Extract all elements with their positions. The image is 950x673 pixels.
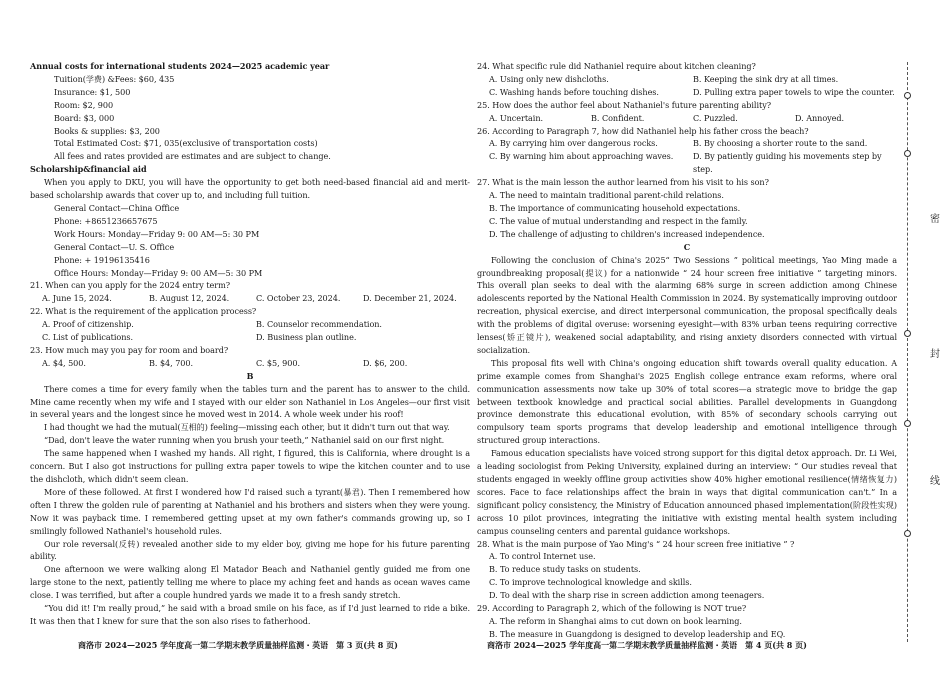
option: B. Counselor recommendation.: [256, 319, 382, 330]
passage-paragraph: This proposal fits well with China's ongoing education shift towards overall quality education. A prime example comes from Shanghai's 2025 English college entrance exam reforms, where oral communication assessments now take up 30% of total scores—a strategic move to bridge the gap between textbook knowledge and practical social abilities. Parallel developments in Guangdong province demonstrate this educational evolution, with 85% of secondary schools carrying out compulsory team sports programs that develop leadership and emotional intelligence through structured group interactions.: [477, 357, 897, 446]
cost-item: Tuition(学费) &Fees: $60, 435: [54, 73, 175, 84]
option: D. Annoyed.: [795, 112, 845, 123]
question-22: 22. What is the requirement of the application process?: [30, 306, 257, 317]
question-21: 21. When can you apply for the 2024 entry term?: [30, 280, 231, 291]
cost-item: Board: $3, 000: [54, 112, 115, 123]
option: A. The reform in Shanghai aims to cut down on book learning.: [489, 615, 742, 626]
binding-hole-icon: [904, 330, 911, 337]
cost-item: Total Estimated Cost: $71, 035(exclusive of transportation costs): [54, 138, 318, 149]
option: A. The need to maintain traditional parent-child relations.: [489, 190, 724, 201]
question-23: 23. How much may you pay for room and board?: [30, 344, 229, 355]
option: B. Confident.: [591, 112, 645, 123]
passage-paragraph: One afternoon we were walking along El Matador Beach and Nathaniel gently guided me from one large stone to the next, patiently telling me where to place my aching feet and hands as ocean waves came close. I was terrified, but after a couple hundred yards we made it to a fresh sandy stretch.: [30, 564, 470, 601]
option: C. $5, 900.: [256, 357, 300, 368]
binding-hole-icon: [904, 530, 911, 537]
contact-line: Office Hours: Monday—Friday 9: 00 AM—5: 30 PM: [54, 267, 263, 278]
option: C. The value of mutual understanding and respect in the family.: [489, 215, 748, 226]
contact-line: Work Hours: Monday—Friday 9: 00 AM—5: 30 PM: [54, 228, 260, 239]
contact-line: Phone: +8651236657675: [54, 215, 158, 226]
cost-item: All fees and rates provided are estimates and are subject to change.: [54, 151, 331, 162]
option: B. Keeping the sink dry at all times.: [693, 73, 839, 84]
binding-label-line: 线: [930, 476, 940, 487]
question-23-options: [30, 357, 470, 370]
option: A. Using only new dishcloths.: [489, 73, 609, 84]
option: A. June 15, 2024.: [42, 293, 112, 304]
option: A. Uncertain.: [489, 112, 544, 123]
cost-list: [30, 73, 470, 163]
option: D. Business plan outline.: [256, 332, 357, 343]
contact-line: General Contact—U. S. Office: [54, 241, 175, 252]
passage-paragraph: Our role reversal(反转) revealed another side to my elder boy, giving me hope for his future parenting ability.: [30, 538, 470, 562]
question-26: 26. According to Paragraph 7, how did Nathaniel help his father cross the beach?: [477, 125, 809, 136]
aid-paragraph: When you apply to DKU, you will have the opportunity to get both need-based financial aid and merit-based scholarship awards that cover up to, and including full tuition.: [30, 177, 470, 201]
passage-paragraph: Famous education specialists have voiced strong support for this digital detox approach. Dr. Li Wei, a leading sociologist from Peking University, explained during an interview: “ Our studies reveal that students engaged in weekly offline group activities show 40% higher emotional resilience(情绪恢复力) scores. Face to face relationships affect the brain in ways that digital communication can't.” In a significant policy consistency, the Ministry of Education announced phased implementation(阶段性实现) across 10 pilot provinces, integrating the initiative with existing mental health system including campus counseling centers and parental guidance workshops.: [477, 448, 897, 536]
section-c-heading: C: [683, 241, 691, 252]
left-column: [30, 60, 470, 628]
passage-paragraph: I had thought we had the mutual(互相的) feeling—missing each other, but it didn't turn out that way.: [44, 422, 450, 433]
cost-item: Room: $2, 900: [54, 99, 114, 110]
binding-hole-icon: [904, 150, 911, 157]
aid-title: Scholarship&financial aid: [30, 164, 147, 175]
passage-paragraph: There comes a time for every family when the tables turn and the parent has to answer to the child. Mine came recently when my wife and I stayed with our elder son Nathaniel in Los Angeles—our first visit in several years and the longest since he moved west in 2014. A whole week under his roof!: [30, 383, 470, 420]
option: D. December 21, 2024.: [363, 293, 457, 304]
option: B. $4, 700.: [149, 357, 194, 368]
binding-hole-icon: [904, 92, 911, 99]
question-26-options: [477, 137, 897, 150]
binding-hole-icon: [904, 420, 911, 427]
question-22-options: [30, 331, 470, 344]
contact-list: [30, 202, 470, 279]
option: C. Puzzled.: [693, 112, 738, 123]
passage-c: [477, 254, 897, 538]
option: C. Washing hands before touching dishes.: [489, 86, 659, 97]
binding-label-seal: 封: [930, 349, 940, 360]
contact-line: Phone: + 19196135416: [54, 254, 150, 265]
option: D. By patiently guiding his movements step by step.: [693, 151, 882, 175]
passage-paragraph: “You did it! I'm really proud,” he said with a broad smile on his face, as if I'd just learned to ride a bike. It was then that I knew for sure that the son also rises to fatherhood.: [30, 603, 470, 626]
passage-b: [30, 383, 470, 628]
binding-dashed-line: [907, 62, 908, 642]
option: B. The importance of communicating household expectations.: [489, 202, 741, 213]
question-27: 27. What is the main lesson the author learned from his visit to his son?: [477, 177, 769, 188]
option: D. To deal with the sharp rise in screen addiction among teenagers.: [489, 590, 765, 601]
question-28: 28. What is the main purpose of Yao Ming's “ 24 hour screen free initiative ” ?: [477, 538, 795, 549]
passage-paragraph: The same happened when I washed my hands. All right, I figured, this is California, where drought is a concern. But I also got instructions for pulling extra paper towels to wipe the kitchen counter and to use the dishcloth, which didn't seem clean.: [30, 448, 470, 484]
cost-item: Insurance: $1, 500: [54, 86, 131, 97]
option: C. List of publications.: [42, 332, 133, 343]
question-29: 29. According to Paragraph 2, which of the following is NOT true?: [477, 603, 747, 614]
option: C. To improve technological knowledge and skills.: [489, 577, 692, 588]
question-25: 25. How does the author feel about Nathaniel's future parenting ability?: [477, 99, 772, 110]
option: A. $4, 500.: [42, 357, 86, 368]
option: D. The challenge of adjusting to children's increased independence.: [489, 228, 765, 239]
option: B. The measure in Guangdong is designed to develop leadership and EQ.: [489, 628, 786, 639]
option: D. Pulling extra paper towels to wipe the counter.: [693, 86, 895, 97]
question-26-options: [477, 150, 897, 176]
annual-costs-title: Annual costs for international students 2024—2025 academic year: [30, 61, 330, 71]
option: A. By carrying him over dangerous rocks.: [489, 138, 658, 149]
option: C. October 23, 2024.: [256, 293, 341, 304]
passage-paragraph: More of these followed. At first I wondered how I'd raised such a tyrant(暴君). Then I remembered how often I threw the golden rule of parenting at Nathaniel and his brothers and sisters when they were young. Now it was payback time. I remembered getting upset at my own father's commands growing up, so I smilingly followed Nathaniel's household rules.: [30, 486, 470, 536]
option: B. August 12, 2024.: [149, 293, 230, 304]
question-24-options: [477, 73, 897, 86]
page-footer-right: 商洛市 2024—2025 学年度高一第二学期末教学质量抽样监测・英语 第 4 页(共 8 页): [487, 640, 807, 650]
question-24: 24. What specific rule did Nathaniel require about kitchen cleaning?: [477, 61, 756, 71]
right-column: [477, 60, 897, 641]
option: B. To reduce study tasks on students.: [489, 564, 641, 575]
cost-item: Books & supplies: $3, 200: [54, 125, 160, 136]
question-22-options: [30, 318, 470, 331]
option: A. To control Internet use.: [489, 551, 596, 562]
question-25-options: [477, 112, 897, 125]
option: C. By warning him about approaching waves.: [489, 151, 674, 162]
option: D. $6, 200.: [363, 357, 408, 368]
question-24-options: [477, 86, 897, 99]
page-footer-left: 商洛市 2024—2025 学年度高一第二学期末教学质量抽样监测・英语 第 3 页(共 8 页): [78, 640, 398, 650]
binding-label-seal: 密: [930, 214, 940, 225]
passage-paragraph: Following the conclusion of China's 2025“ Two Sessions ” political meetings, Yao Ming made a groundbreaking proposal(提议) for a nationwide “ 24 hour screen free initiative ” targeting minors. This overall plan seeks to deal with the alarming 68% surge in screen addiction among Chinese adolescents reported by the National Health Commission in 2024. By systematically improving outdoor recreation, physical exercise, and direct interpersonal communication, the proposal specifically deals with the problems of digital overuse: worsening eyesight—with 83% urban teens requiring corrective lenses(矫正镜片), weakened social adaptability, and rising anxiety disorders connected with virtual socialization.: [477, 254, 897, 355]
section-b-heading: B: [246, 370, 254, 381]
question-21-options: [30, 292, 470, 305]
option: B. By choosing a shorter route to the sand.: [693, 138, 868, 149]
option: A. Proof of citizenship.: [42, 319, 134, 330]
passage-paragraph: “Dad, don't leave the water running when you brush your teeth,” Nathaniel said on our first night.: [44, 435, 445, 446]
contact-line: General Contact—China Office: [54, 202, 180, 213]
